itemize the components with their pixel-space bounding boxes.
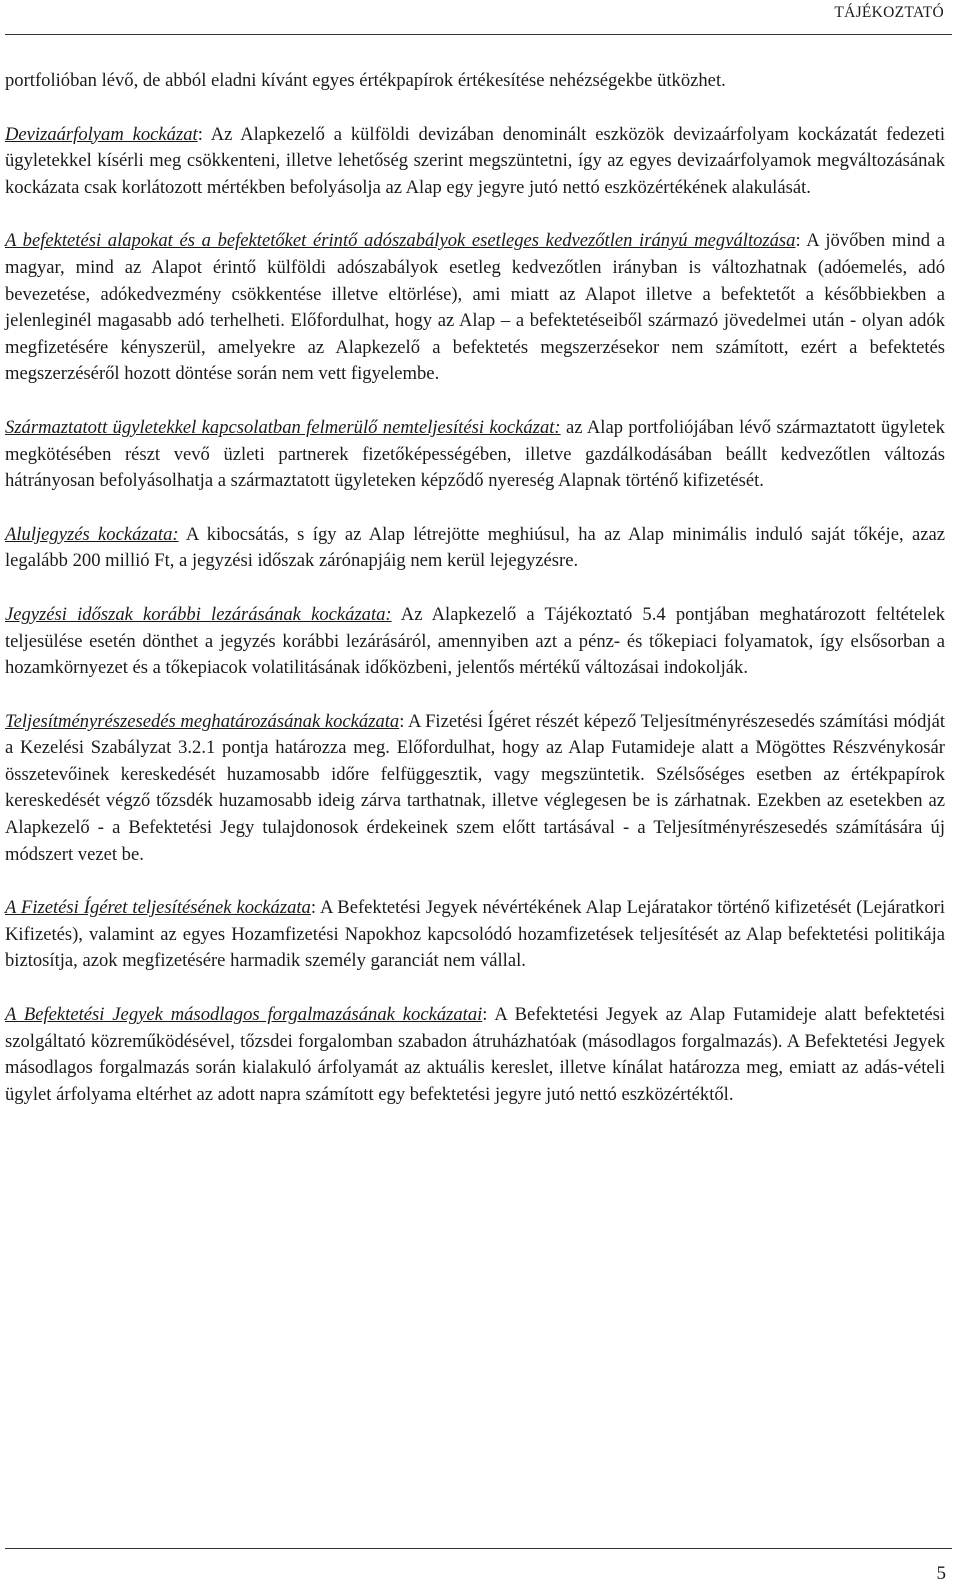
paragraph-undersubscription-risk bbox=[5, 522, 945, 575]
risk-heading: Teljesítményrészesedés meghatározásának kockázata bbox=[5, 710, 400, 732]
paragraph-text: A jövőben mind a magyar, mind az Alapot érintő külföldi adószabályok esetleg kedvezőtlen irányban is változhatnak (adóemelés, adó bevezetése, adókedvezmény csökkentése illetve eltörlése), ami miatt az Alapot illetve a befektetőt a későbbiekben a jelenleginél magasabb adó terhelheti. Előfordulhat, hogy az Alap – a befektetéseiből származó jövedelmei után - olyan adók megfizetésére kényszerül, amelyekre az Alapkezelő a befektetés megszerzésekor nem számított, ezért a befektetés megszerzéséről hozott döntése során nem vett figyelembe. bbox=[5, 230, 945, 385]
page-header-title: TÁJÉKOZTATÓ bbox=[834, 4, 944, 21]
heading-separator: : bbox=[197, 123, 203, 145]
footer-divider bbox=[5, 1548, 952, 1549]
paragraph-payment-promise-risk bbox=[5, 895, 945, 975]
risk-heading: Jegyzési időszak korábbi lezárásának kockázata: bbox=[5, 603, 392, 625]
risk-heading: Devizaárfolyam kockázat bbox=[5, 123, 198, 145]
document-body bbox=[5, 68, 945, 1108]
risk-heading: Származtatott ügyletekkel kapcsolatban felmerülő nemteljesítési kockázat: bbox=[5, 416, 561, 438]
paragraph-secondary-market-risk bbox=[5, 1002, 945, 1108]
paragraph-text: az Alap portfoliójában lévő származtatott ügyletek megkötésében részt vevő üzleti partnerek fizetőképességében, illetve gazdálkodásában beállt kedvezőtlen változás hátrányosan befolyásolhatja a származtatott ügyleteken képződő nyereség Alapnak történő kifizetését. bbox=[5, 416, 945, 492]
paragraph-text: A Fizetési Ígéret részét képező Teljesítményrészesedés számítási módját a Kezelési Szabályzat 3.2.1 pontja határozza meg. Előfordulhat, hogy az Alap Futamideje alatt a Mögöttes Részvénykosár összetevőinek kereskedését huzamosabb időre felfüggesztik, vagy megszüntetik. Szélsőséges esetben az értékpapírok kereskedését végző tőzsdék huzamosabb ideig zárva tarthatnak, illetve véglegesen be is zárhatnak. Ezekben az esetekben az Alapkezelő - a Befektetési Jegy tulajdonosok érdekeinek szem előtt tartásával - a Teljesítményrészesedés számítására új módszert vezet be. bbox=[5, 710, 945, 865]
paragraph-text: Az Alapkezelő a Tájékoztató 5.4 pontjában meghatározott feltételek teljesülése esetén dönthet a jegyzés korábbi lezárásáról, amennyiben azt a pénz- és tőkepiaci folyamatok, így elsősorban a hozamkörnyezet és a tőkepiacok volatilitásának időközbeni, jelentős mértékű változásai indokolják. bbox=[5, 603, 945, 679]
header-divider bbox=[5, 34, 952, 35]
paragraph-continuation bbox=[5, 68, 945, 95]
paragraph-fx-risk bbox=[5, 122, 945, 202]
heading-separator: : bbox=[399, 710, 405, 732]
risk-heading: A Befektetési Jegyek másodlagos forgalmazásának kockázatai bbox=[5, 1004, 483, 1026]
paragraph-early-close-risk bbox=[5, 602, 945, 682]
paragraph-text: A Befektetési Jegyek az Alap Futamideje alatt befektetési szolgáltató közreműködésével, tőzsdei forgalomban szabadon átruházhatóak (másodlagos forgalmazás). A Befektetési Jegyek másodlagos forgalmazás során kialakuló árfolyamát az aktuális kereslet, illetve kínálat határozza meg, emiatt az adás-vételi ügylet árfolyama eltérhet az adott napra számított egy befektetési jegyre jutó nettó eszközértéktől. bbox=[5, 1004, 945, 1105]
page-number: 5 bbox=[936, 1563, 946, 1584]
paragraph-tax-risk bbox=[5, 228, 945, 388]
paragraph-derivative-risk bbox=[5, 415, 945, 495]
paragraph-text: A Befektetési Jegyek névértékének Alap Lejáratakor történő kifizetését (Lejáratkori Kifizetés), valamint az egyes Hozamfizetési Napokhoz kapcsolódó hozamfizetések teljesítését az Alap befektetési politikája biztosítja, azok megfizetésére harmadik személy garanciát nem vállal. bbox=[5, 897, 945, 972]
heading-separator: : bbox=[310, 897, 317, 919]
paragraph-text: A kibocsátás, s így az Alap létrejötte meghiúsul, ha az Alap minimális induló saját tőkéje, azaz legalább 200 millió Ft, a jegyzési időszak zárónapjáig nem kerül lejegyzésre. bbox=[5, 523, 945, 572]
paragraph-text: portfolióban lévő, de abból eladni kívánt egyes értékpapírok értékesítése nehézségekbe ütközhet. bbox=[5, 70, 726, 91]
risk-heading: A befektetési alapokat és a befektetőket érintő adószabályok esetleges kedvezőtlen irányú megváltozása bbox=[5, 230, 796, 252]
paragraph-text: Az Alapkezelő a külföldi devizában denominált eszközök devizaárfolyam kockázatát fedezeti ügyletekkel kísérli meg csökkenteni, illetve lehetőség szerint megszüntetni, így az egyes devizaárfolyamok megváltozásának kockázata csak korlátozott mértékben befolyásolja az Alap egy jegyre jutó nettó eszközértékének alakulását. bbox=[5, 123, 945, 198]
risk-heading: Aluljegyzés kockázata: bbox=[5, 523, 179, 545]
heading-separator: : bbox=[795, 230, 801, 252]
risk-heading: A Fizetési Ígéret teljesítésének kockázata bbox=[5, 897, 311, 919]
paragraph-performance-share-risk bbox=[5, 709, 945, 869]
heading-separator: : bbox=[482, 1004, 488, 1026]
